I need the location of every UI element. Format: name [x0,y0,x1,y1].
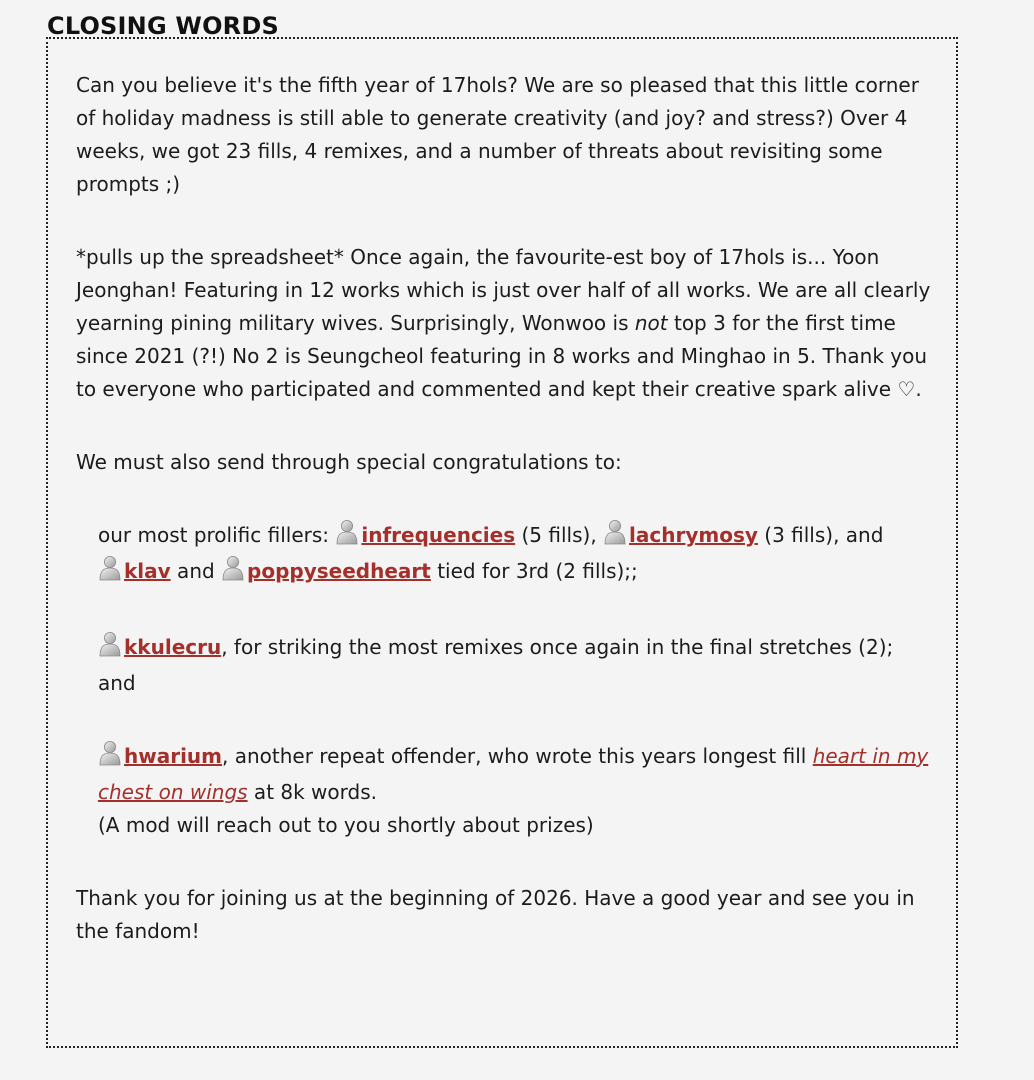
user-hwarium [98,744,222,768]
user-icon[interactable] [335,519,359,555]
username-link[interactable]: lachrymosy [629,523,758,547]
user-infrequencies [335,523,515,547]
work-note: at 8k words. [247,780,377,804]
intro-paragraph: Can you believe it's the fifth year of 17hols? We are so pleased that this little corner of holiday madness is still able to generate creativity (and joy? and stress?) Over 4 weeks, we got 23 fills, 4 remixes, and a number of threats about revisiting some prompts ;) [76,73,919,196]
entry-box [46,37,958,1048]
longest-fill-paragraph [98,740,936,842]
user-icon[interactable] [98,740,122,776]
remixer-paragraph [98,631,936,700]
work-title-link[interactable]: heart in my chest on wings [98,744,929,804]
prolific-joiner: and [170,559,222,583]
congrats-intro: We must also send through special congratulations to: [76,450,622,474]
username-link[interactable]: infrequencies [361,523,516,547]
longest-text: , another repeat offender, who wrote this years longest fill [222,744,813,768]
user-klav [98,559,171,583]
user-icon[interactable] [221,555,245,591]
prolific-note-1: (5 fills), [515,523,604,547]
remixer-text: , for striking the most remixes once again in the final stretches (2); and [98,635,894,695]
username-link[interactable]: hwarium [124,744,223,768]
prize-note: (A mod will reach out to you shortly about prizes) [98,813,594,837]
prolific-lead: our most prolific fillers: [98,523,336,547]
username-link[interactable]: kkulecru [124,635,222,659]
section-heading: CLOSING WORDS [47,12,279,40]
user-kkulecru [98,635,221,659]
user-icon[interactable] [98,631,122,667]
username-link[interactable]: poppyseedheart [247,559,431,583]
user-poppyseedheart [221,559,431,583]
stats-text-end: top 3 for the first time since 2021 (?!) No 2 is Seungcheol featuring in 8 works and Minghao in 5. Thank you to everyone who participated and commented and kept their creative spark alive ♡. [76,311,928,401]
user-lachrymosy [603,523,758,547]
stats-text-start: *pulls up the spreadsheet* Once again, the favourite-est boy of 17hols is... Yoon Jeonghan! Featuring in 12 works which is just over half of all works. We are all clearly yearning pining military wives. Surprisingly, Wonwoo is [76,245,931,335]
user-icon[interactable] [603,519,627,555]
closing-paragraph: Thank you for joining us at the beginning of 2026. Have a good year and see you in the fandom! [76,886,915,943]
prolific-tail: tied for 3rd (2 fills);; [430,559,638,583]
prolific-note-2: (3 fills), and [757,523,884,547]
stats-emphasis: not [634,311,668,335]
stats-paragraph [76,241,936,406]
username-link[interactable]: klav [124,559,171,583]
prolific-fillers-paragraph [98,519,936,591]
user-icon[interactable] [98,555,122,591]
entry-content [76,69,936,948]
